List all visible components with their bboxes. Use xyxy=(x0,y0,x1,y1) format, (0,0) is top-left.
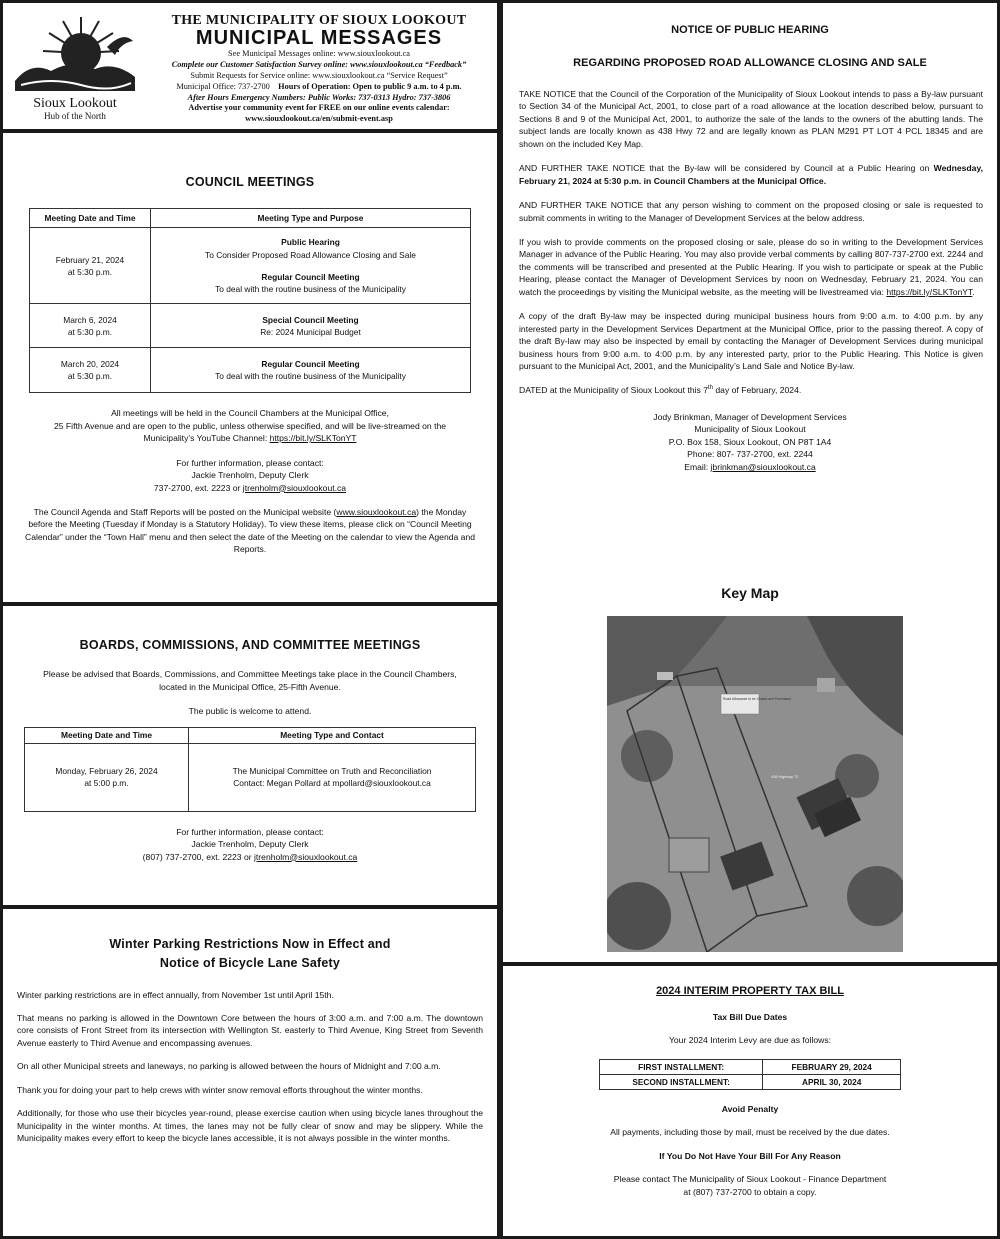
dated-line: DATED at the Municipality of Sioux Lookout this 7th day of February, 2024. xyxy=(519,385,802,396)
table-row xyxy=(25,743,476,811)
submit-event-link[interactable]: www.siouxlookout.ca/en/submit-event.asp xyxy=(245,114,393,124)
installment-label: FIRST INSTALLMENT: xyxy=(600,1059,763,1074)
sioux-lookout-logo xyxy=(11,11,139,123)
emergency-numbers-line: After Hours Emergency Numbers: Public Works: 737-0313 Hydro: 737-3806 xyxy=(187,92,451,102)
manager-email-link[interactable]: jbrinkman@siouxlookout.ca xyxy=(710,461,816,472)
winter-parking-section xyxy=(0,906,500,1239)
parking-heading: Winter Parking Restrictions Now in Effect and Notice of Bicycle Lane Safety xyxy=(109,937,391,970)
parking-paragraph: Winter parking restrictions are in effect annually, from November 1st until April 15th. xyxy=(17,989,334,1000)
notice-paragraph: TAKE NOTICE that the Council of the Corporation of the Municipality of Sioux Lookout intends to pass a By-law pursuant to Section 34 of the Municipal Act, 2001, to close part of a road allowance at the location described below, pursuant to Sections 8 and 9 of the Municipal Act, 2001, to authorize the sale of the lands to the owners of the abutting lands. The subject lands are locally known as 438 Hwy 72 and are legally known as PLAN M291 PT LOT 4 PCL 18345 and are shown on the included Key Map. xyxy=(519,88,983,149)
column-header-type: Meeting Type and Contact xyxy=(189,728,476,743)
avoid-penalty-heading: Avoid Penalty xyxy=(721,1103,779,1114)
municipal-website-link[interactable]: www.siouxlookout.ca xyxy=(336,507,417,518)
public-hearing-notice xyxy=(500,0,1000,965)
table-row xyxy=(600,1059,901,1074)
svg-text:Road Allowance to be Closed an: Road Allowance to be Closed and Purchased xyxy=(723,697,792,701)
boards-committees-section xyxy=(0,603,500,908)
agenda-info: The Council Agenda and Staff Reports will be posted on the Municipal website (www.siouxlookout.ca) the Monday before the Meeting (Tuesday if Monday is a Statutory Holiday). To view these items, please click on “Council Meeting Calendar” under the “Town Hall” menu and then select the date of the Meeting on the calendar to view the Agenda and Reports. xyxy=(24,507,476,555)
notice-body xyxy=(503,88,997,397)
masthead xyxy=(0,0,500,132)
boards-intro: Please be advised that Boards, Commissions, and Committee Meetings take place in the Council Chambers, located in the Municipal Office, 25-Fifth Avenue. xyxy=(43,669,457,692)
parking-body xyxy=(3,989,497,1145)
service-request-line: Submit Requests for Service online: www.siouxlookout.ca “Service Request” xyxy=(190,70,448,80)
meeting-date-cell: March 20, 2024 at 5:30 p.m. xyxy=(30,348,151,393)
public-welcome-text: The public is welcome to attend. xyxy=(188,706,312,717)
table-row xyxy=(600,1074,901,1089)
installment-date: APRIL 30, 2024 xyxy=(763,1074,901,1089)
column-header-date: Meeting Date and Time xyxy=(25,728,189,743)
parking-paragraph: That means no parking is allowed in the Downtown Core between the hours of 3:00 a.m. and 7:00 a.m. The downtown core consists of Front Street from its intersection with Wellington St. easterly to Third Avenue, King Street from Seventh Avenue easterly to Third Avenue and encompassing avenues. xyxy=(17,1012,483,1048)
youtube-channel-link[interactable]: https://bit.ly/SLKTonYT xyxy=(269,433,357,444)
bicycle-paragraph: Additionally, for those who use their bicycles year-round, please exercise caution when using bicycle lanes throughout the Municipality in the winter months. At times, the lanes may not be fully clear of snow and may be slippery. While the Municipality makes every effort to keep the bicycle lanes accessible, it is not always possible in the winter months. xyxy=(17,1108,483,1144)
council-contact: For further information, please contact: Jackie Trenholm, Deputy Clerk 737-2700, ext. 2223 or jtrenholm@siouxlookout.ca xyxy=(153,457,347,493)
notice-paragraph: If you wish to provide comments on the proposed closing or sale, please do so in writing to the Development Services Manager in advance of the Public Hearing. You may also provide verbal comments by calling 807-737-2700 ext. 2244 and the comments will be transcribed and presented at the Public Hearing. If you wish to participate or speak at the Public Hearing, please contact the Manager of Development Services by noon on Wednesday, February 21, 2024. You can watch the proceedings by visiting the Municipal website, as the meeting will be livestreamed via: https://bit.ly/SLKTonYT. xyxy=(519,236,983,297)
key-map-heading: Key Map xyxy=(721,585,779,601)
meeting-date-cell: February 21, 2024 at 5:30 p.m. xyxy=(30,228,151,304)
boards-contact: For further information, please contact: Jackie Trenholm, Deputy Clerk (807) 737-2700, ext. 2223 or jtrenholm@siouxlookout.ca xyxy=(142,826,358,862)
contact-email-link[interactable]: jtrenholm@siouxlookout.ca xyxy=(242,482,347,493)
signature-block: Jody Brinkman, Manager of Development Services Municipality of Sioux Lookout P.O. Box 158, Sioux Lookout, ON P8T 1A4 Phone: 807- 737-2700, ext. 2244 Email: jbrinkman@siouxlookout.ca xyxy=(653,411,847,472)
meeting-date-cell: March 6, 2024 at 5:30 p.m. xyxy=(30,304,151,348)
table-row xyxy=(30,228,471,304)
tax-heading: 2024 INTERIM PROPERTY TAX BILL xyxy=(656,985,844,997)
notice-subheading: REGARDING PROPOSED ROAD ALLOWANCE CLOSING AND SALE xyxy=(573,56,927,69)
advertise-line: Advertise your community event for FREE on our online events calendar: xyxy=(188,103,450,113)
survey-line: Complete our Customer Satisfaction Survey online: www.siouxlookout.ca “Feedback” xyxy=(171,60,467,70)
meeting-type-cell: Public Hearing To Consider Proposed Road Allowance Closing and Sale Regular Council Meeting To deal with the routine business of the Municipality xyxy=(151,228,471,304)
tax-intro: Your 2024 Interim Levy are due as follows: xyxy=(668,1035,832,1046)
svg-text:438 Highway 72: 438 Highway 72 xyxy=(771,775,799,779)
council-meetings-table xyxy=(29,208,471,393)
council-meetings-heading: COUNCIL MEETINGS xyxy=(185,175,315,189)
meeting-type-cell: The Municipal Committee on Truth and Reconciliation Contact: Megan Pollard at mpollard@siouxlookout.ca xyxy=(189,743,476,811)
avoid-penalty-text: All payments, including those by mail, must be received by the due dates. xyxy=(610,1127,890,1138)
table-header-row xyxy=(30,209,471,228)
installment-date: FEBRUARY 29, 2024 xyxy=(763,1059,901,1074)
table-row xyxy=(30,304,471,348)
key-map-aerial-image xyxy=(607,616,903,952)
livestream-link[interactable]: https://bit.ly/SLKTonYT xyxy=(886,286,973,297)
online-messages-line: See Municipal Messages online: www.siouxlookout.ca xyxy=(228,49,410,59)
notice-paragraph: AND FURTHER TAKE NOTICE that any person wishing to comment on the proposed closing or sale is requested to submit comments in writing to the Manager of Development Services at the below address. xyxy=(519,200,983,223)
table-row xyxy=(30,348,471,393)
municipality-title: THE MUNICIPALITY OF SIOUX LOOKOUT xyxy=(171,13,467,28)
meeting-type-cell: Special Council Meeting Re: 2024 Municipal Budget xyxy=(151,304,471,348)
council-meetings-section xyxy=(0,130,500,605)
notice-heading: NOTICE OF PUBLIC HEARING xyxy=(671,24,829,36)
installment-label: SECOND INSTALLMENT: xyxy=(600,1074,763,1089)
livestream-info: All meetings will be held in the Council Chambers at the Municipal Office, 25 Fifth Avenue and are open to the public, unless otherwise specified, and will be live-streamed on the Municipality’s YouTube Channel: https://bit.ly/SLKTonYT xyxy=(53,408,447,444)
parking-paragraph: On all other Municipal streets and laneways, no parking is allowed between the hours of Midnight and 7:00 a.m. xyxy=(17,1061,441,1072)
svg-text:Sioux Lookout: Sioux Lookout xyxy=(33,96,117,111)
boards-meetings-table xyxy=(24,727,476,811)
meeting-date-cell: Monday, February 26, 2024 at 5:00 p.m. xyxy=(25,743,189,811)
masthead-text xyxy=(143,13,495,125)
notice-paragraph: A copy of the draft By-law may be inspected during municipal business hours from 9:00 a.m. to 4:00 p.m. by any interested party in the Development Services Department at the Municipal Office, prior to the passing thereof. A copy of the draft By-law may also be inspected by email by contacting the Manager of Development Services during municipal business hours from 9:00 a.m. to 4:00 p.m. by any interested party, prior to the Public Hearing. This Notice is given pursuant to the Municipal Act, 2001, and the Municipality’s Land Sale and Notice By-law. xyxy=(519,311,983,372)
tax-due-dates-heading: Tax Bill Due Dates xyxy=(712,1011,788,1022)
no-bill-heading: If You Do Not Have Your Bill For Any Reason xyxy=(659,1150,841,1161)
meeting-type-cell: Regular Council Meeting To deal with the routine business of the Municipality xyxy=(151,348,471,393)
parking-paragraph: Thank you for doing your part to help crews with winter snow removal efforts throughout the winter months. xyxy=(17,1084,423,1095)
municipal-messages-title: MUNICIPAL MESSAGES xyxy=(195,27,443,50)
installment-table xyxy=(599,1059,901,1090)
office-hours-line: Municipal Office: 737-2700 Hours of Operation: Open to public 9 a.m. to 4 p.m. xyxy=(176,81,462,91)
table-header-row xyxy=(25,728,476,743)
column-header-type: Meeting Type and Purpose xyxy=(151,209,471,228)
property-tax-section xyxy=(500,963,1000,1239)
notice-paragraph: AND FURTHER TAKE NOTICE that the By-law will be considered by Council at a Public Hearing on Wednesday, February 21, 2024 at 5:30 p.m. in Council Chambers at the Municipal Office. xyxy=(519,163,983,186)
boards-heading: BOARDS, COMMISSIONS, AND COMMITTEE MEETINGS xyxy=(79,638,421,652)
finance-contact: Please contact The Municipality of Sioux Lookout - Finance Department at (807) 737-2700 to obtain a copy. xyxy=(613,1174,887,1197)
column-header-date: Meeting Date and Time xyxy=(30,209,151,228)
contact-email-link[interactable]: jtrenholm@siouxlookout.ca xyxy=(254,851,358,862)
svg-text:Hub of the North: Hub of the North xyxy=(44,111,106,121)
